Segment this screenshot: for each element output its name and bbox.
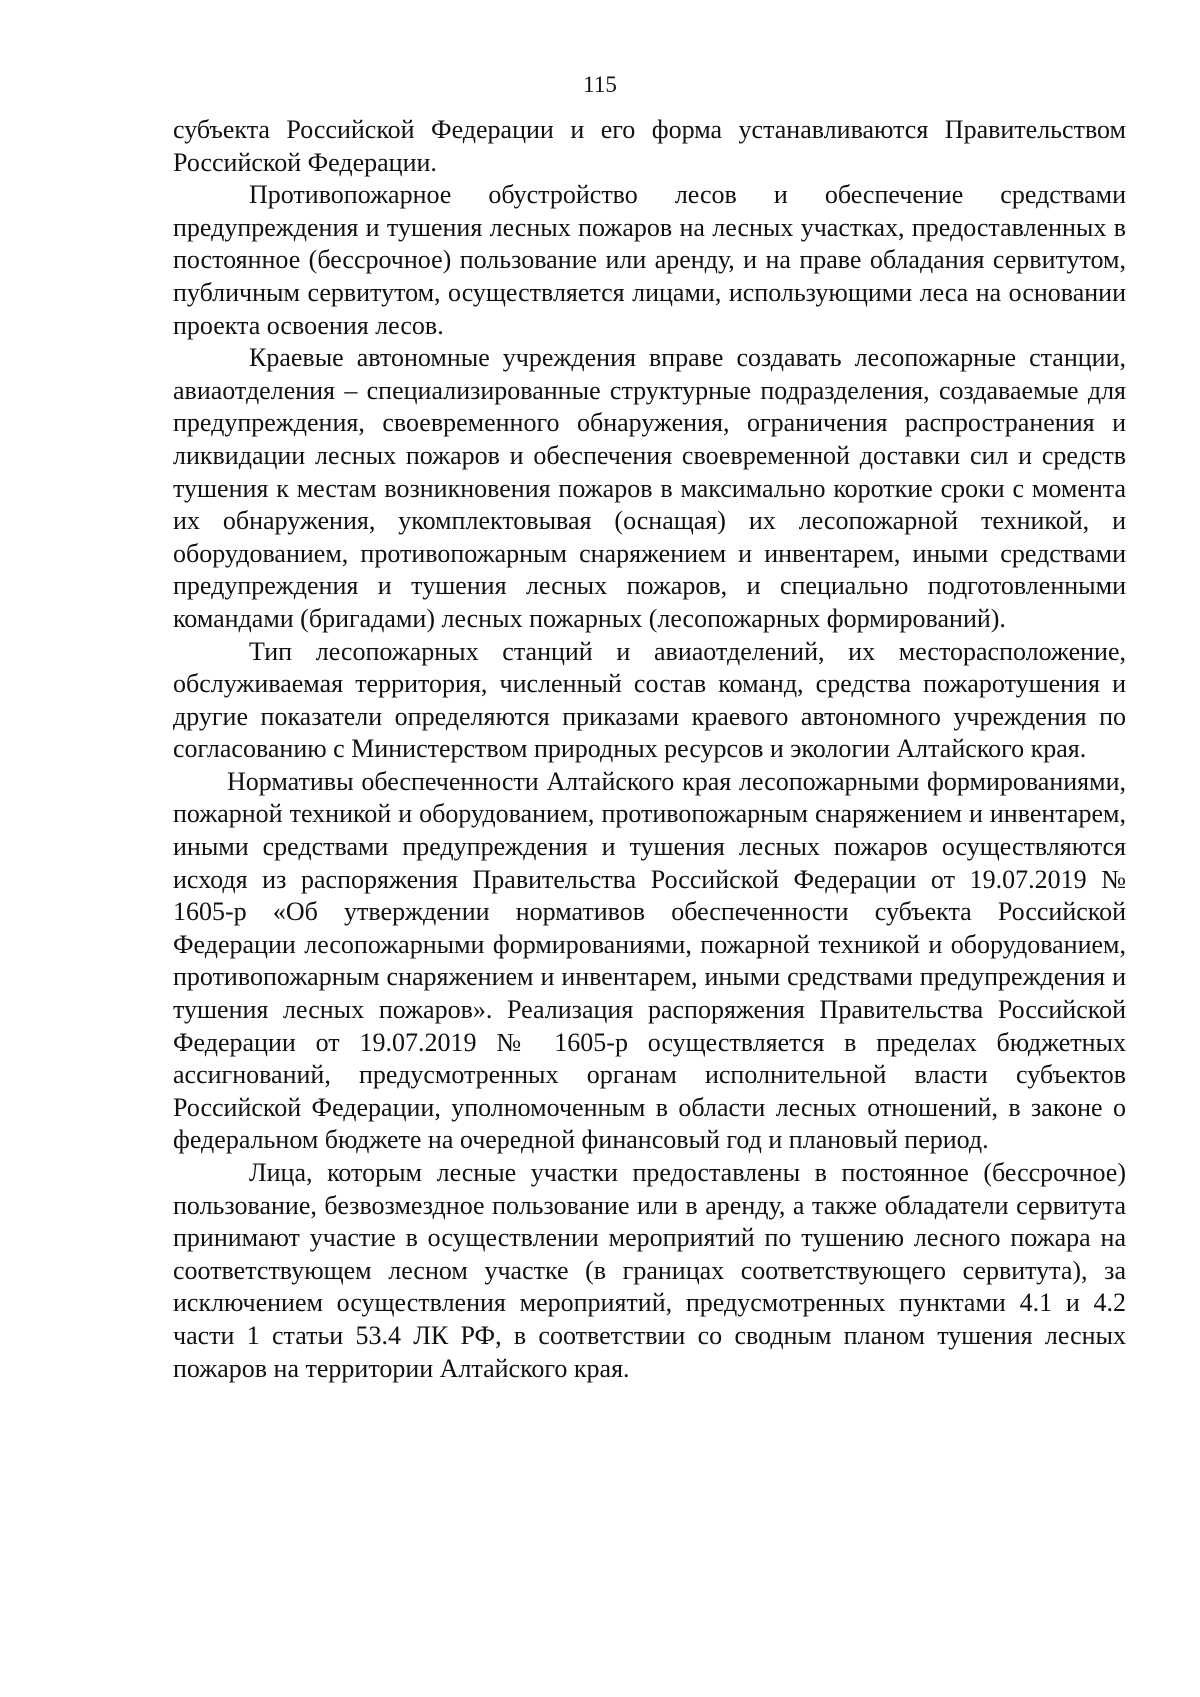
paragraph-2: Противопожарное обустройство лесов и обеспечение средствами предупреждения и тушения лесных пожаров на лесных участках, предоставленных в постоянное (бессрочное) пользование или аренду, и на праве обладания сервитутом, публичным сервитутом, осуществляется лицами, использующими леса на основании проекта освоения лесов. <box>173 180 1126 340</box>
paragraph-6: Лица, которым лесные участки предоставлены в постоянное (бессрочное) пользование, безвозмездное пользование или в аренду, а также обладатели сервитута принимают участие в осуществлении мероприятий по тушению лесного пожара на соответствующем лесном участке (в границах соответствующего сервитута), за исключением осуществления мероприятий, предусмотренных пунктами 4.1 и 4.2 части 1 статьи 53.4 ЛК РФ, в соответствии со сводным планом тушения лесных пожаров на территории Алтайского края. <box>173 1158 1126 1383</box>
paragraph-1: субъекта Российской Федерации и его форма устанавливаются Правительством Российской Федерации. <box>173 115 1126 177</box>
document-body <box>173 114 1126 1385</box>
page-number: 115 <box>583 72 617 97</box>
paragraph-3: Краевые автономные учреждения вправе создавать лесопожарные станции, авиаотделения – специализированные структурные подразделения, создаваемые для предупреждения, своевременного обнаружения, ограничения распространения и ликвидации лесных пожаров и обеспечения своевременной доставки сил и средств тушения к местам возникновения пожаров в максимально короткие сроки с момента их обнаружения, укомплектовывая (оснащая) их лесопожарной техникой, и оборудованием, противопожарным снаряжением и инвентарем, иными средствами предупреждения и тушения лесных пожаров, и специально подготовленными командами (бригадами) лесных пожарных (лесопожарных формирований). <box>173 343 1126 633</box>
paragraph-5: Нормативы обеспеченности Алтайского края лесопожарными формированиями, пожарной техникой и оборудованием, противопожарным снаряжением и инвентарем, иными средствами предупреждения и тушения лесных пожаров осуществляются исходя из распоряжения Правительства Российской Федерации от 19.07.2019 № 1605-р «Об утверждении нормативов обеспеченности субъекта Российской Федерации лесопожарными формированиями, пожарной техникой и оборудованием, противопожарным снаряжением и инвентарем, иными средствами предупреждения и тушения лесных пожаров». Реализация распоряжения Правительства Российской Федерации от 19.07.2019 № 1605-р осуществляется в пределах бюджетных ассигнований, предусмотренных органам исполнительной власти субъектов Российской Федерации, уполномоченным в области лесных отношений, в законе о федеральном бюджете на очередной финансовый год и плановый период. <box>173 766 1126 1155</box>
paragraph-4: Тип лесопожарных станций и авиаотделений, их месторасположение, обслуживаемая территория, численный состав команд, средства пожаротушения и другие показатели определяются приказами краевого автономного учреждения по согласованию с Министерством природных ресурсов и экологии Алтайского края. <box>173 636 1126 764</box>
